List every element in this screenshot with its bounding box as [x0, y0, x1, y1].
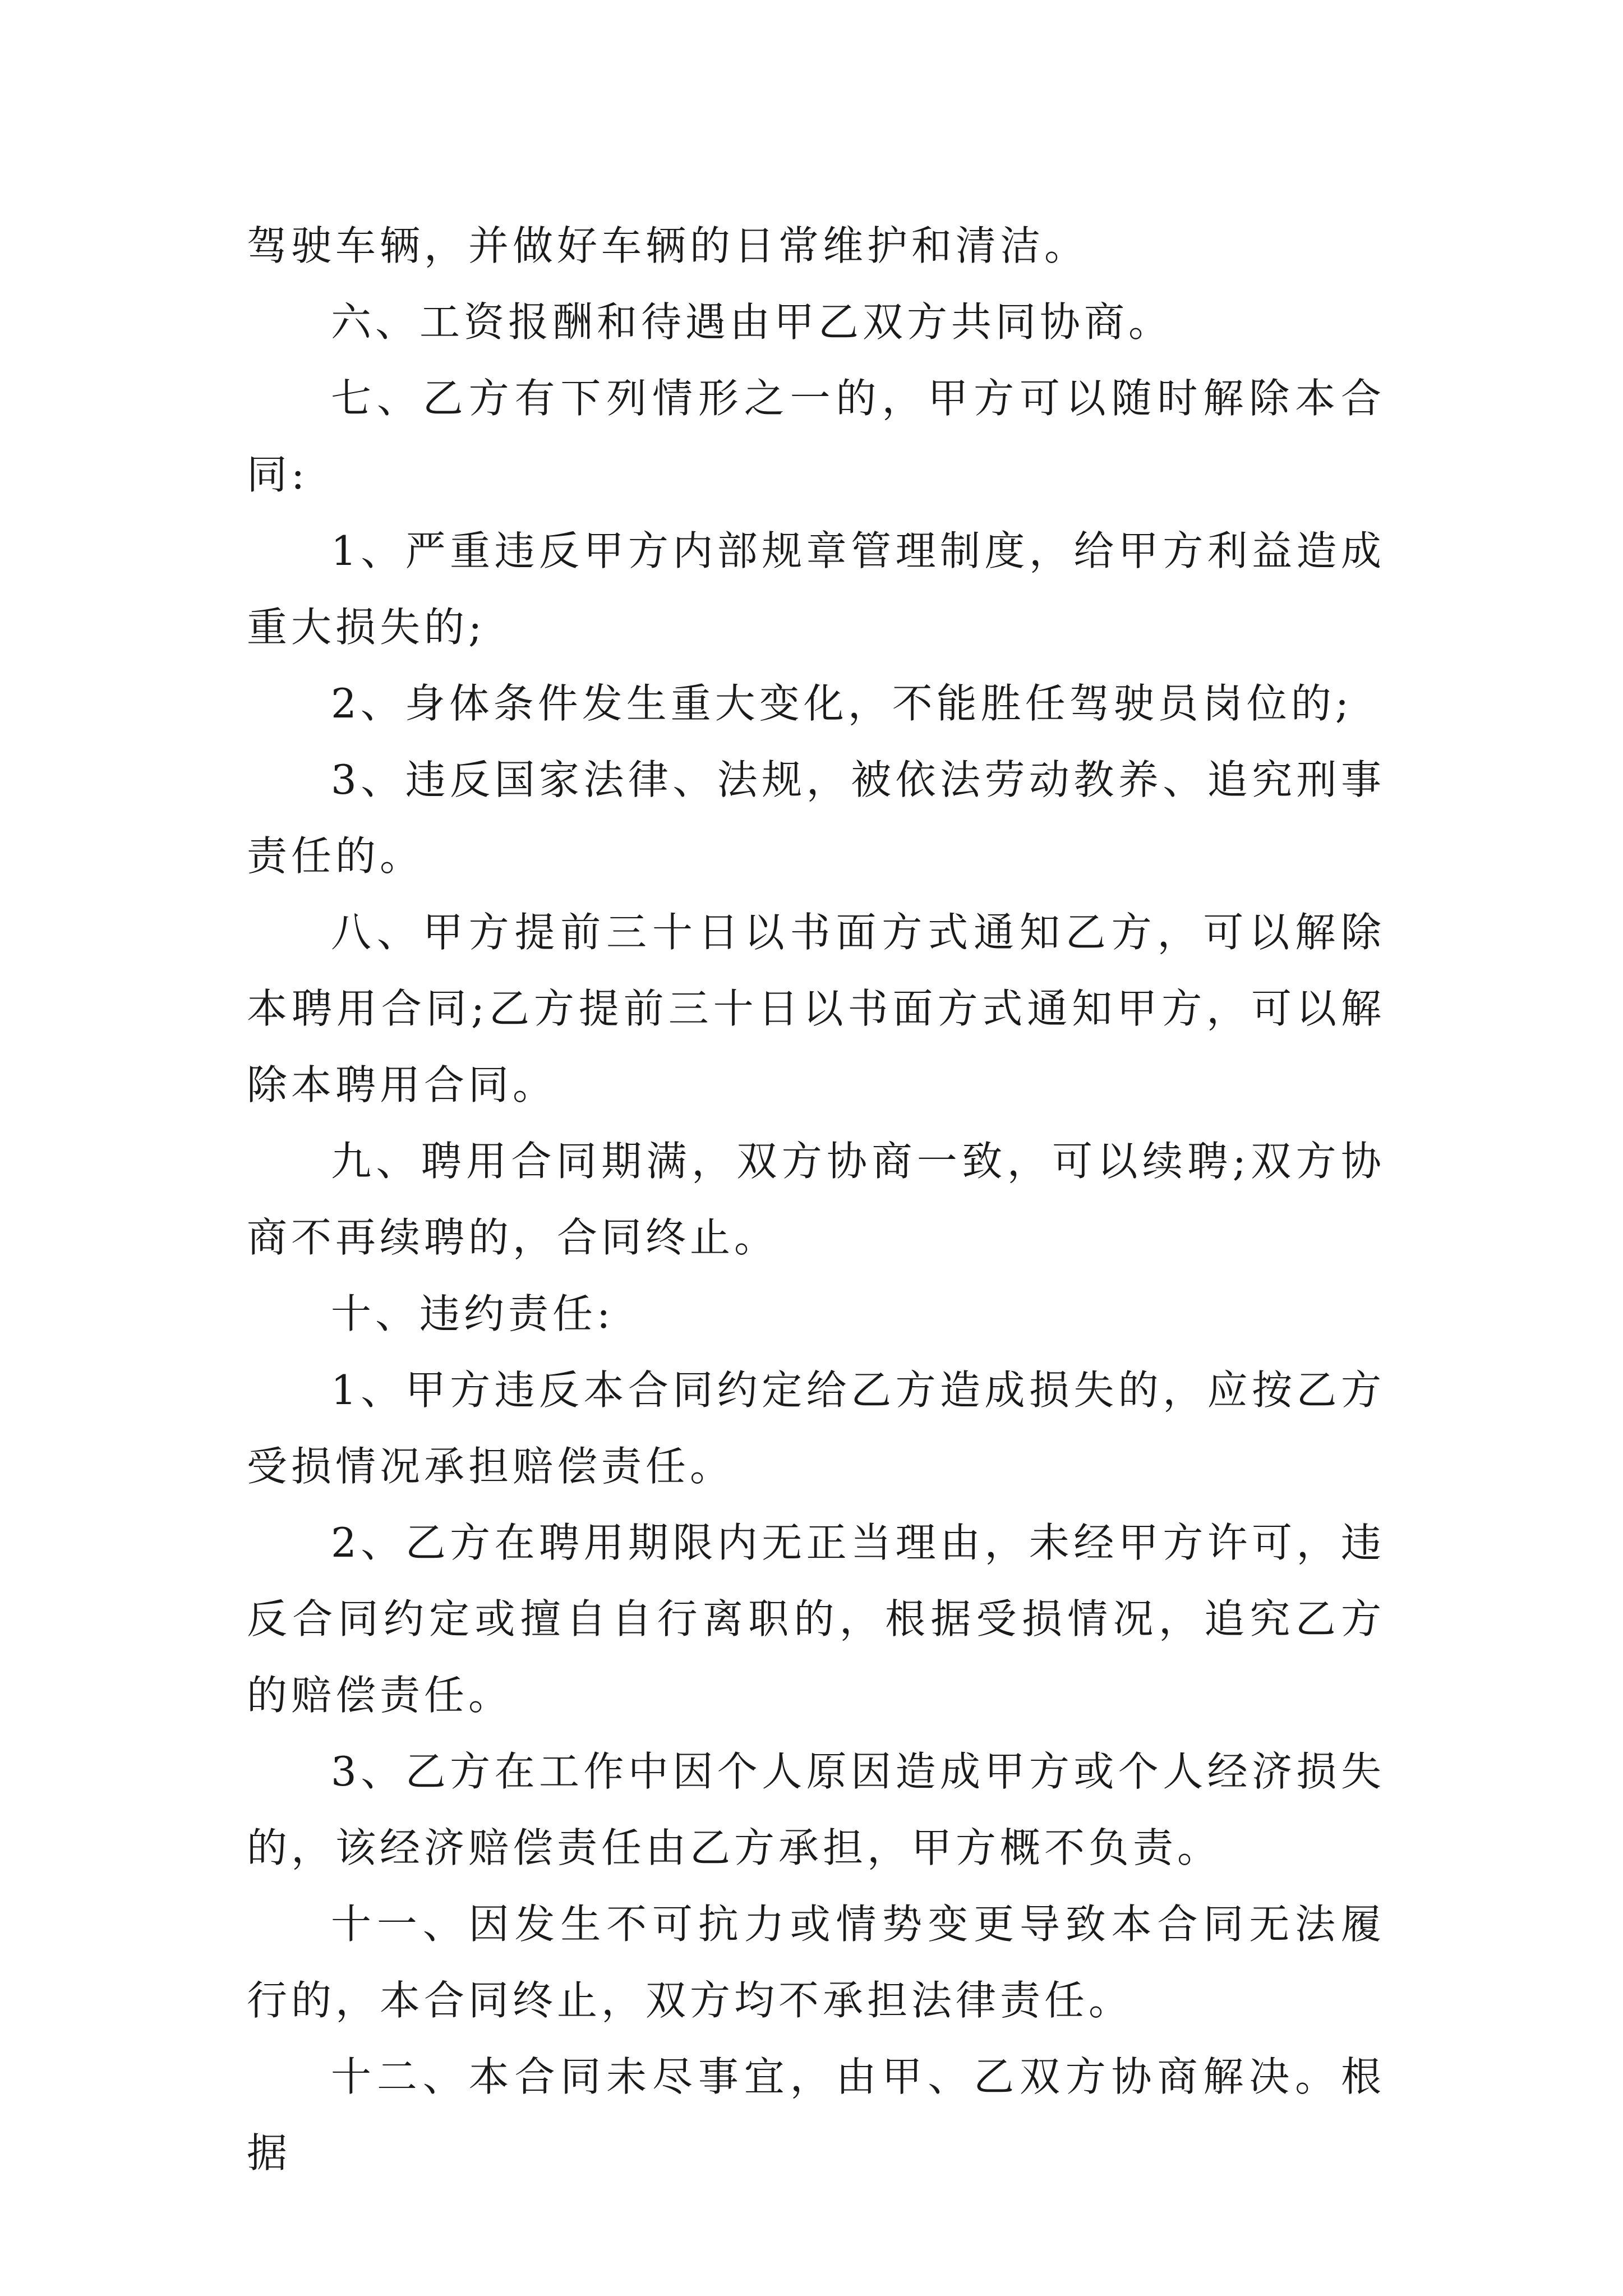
- paragraph-clause-7-item-2: 2、身体条件发生重大变化，不能胜任驾驶员岗位的;: [331, 680, 1353, 727]
- paragraph-clause-9: 九、聘用合同期满，双方协商一致，可以续聘;双方协商不再续聘的，合同终止。: [247, 1138, 1385, 1261]
- paragraph-clause-7-item-1: 1、严重违反甲方内部规章管理制度，给甲方利益造成重大损失的;: [247, 527, 1385, 651]
- paragraph-clause-10-item-3: 3、乙方在工作中因个人原因造成甲方或个人经济损失的，该经济赔偿责任由乙方承担，甲方概不负责。: [247, 1748, 1385, 1871]
- paragraph-clause-6: 六、工资报酬和待遇由甲乙双方共同协商。: [331, 298, 1173, 346]
- paragraph-clause-10-item-2: 2、乙方在聘用期限内无正当理由，未经甲方许可，违反合同约定或擅自自行离职的，根据受损情况，追究乙方的赔偿责任。: [247, 1519, 1385, 1719]
- paragraph-clause-7-item-3: 3、违反国家法律、法规，被依法劳动教养、追究刑事责任的。: [247, 756, 1385, 880]
- paragraph-continuation: 驾驶车辆，并做好车辆的日常维护和清洁。: [247, 222, 1089, 269]
- paragraph-clause-12: 十二、本合同未尽事宜，由甲、乙双方协商解决。根据: [247, 2053, 1385, 2177]
- paragraph-clause-11: 十一、因发生不可抗力或情势变更导致本合同无法履行的，本合同终止，双方均不承担法律责任。: [247, 1901, 1385, 2024]
- paragraph-clause-7: 七、乙方有下列情形之一的，甲方可以随时解除本合同:: [247, 375, 1385, 498]
- document-body: [247, 208, 1385, 2191]
- paragraph-clause-10: 十、违约责任:: [331, 1290, 615, 1337]
- paragraph-clause-8: 八、甲方提前三十日以书面方式通知乙方，可以解除本聘用合同;乙方提前三十日以书面方式通知甲方，可以解除本聘用合同。: [247, 909, 1385, 1108]
- paragraph-clause-10-item-1: 1、甲方违反本合同约定给乙方造成损失的，应按乙方受损情况承担赔偿责任。: [247, 1366, 1385, 1490]
